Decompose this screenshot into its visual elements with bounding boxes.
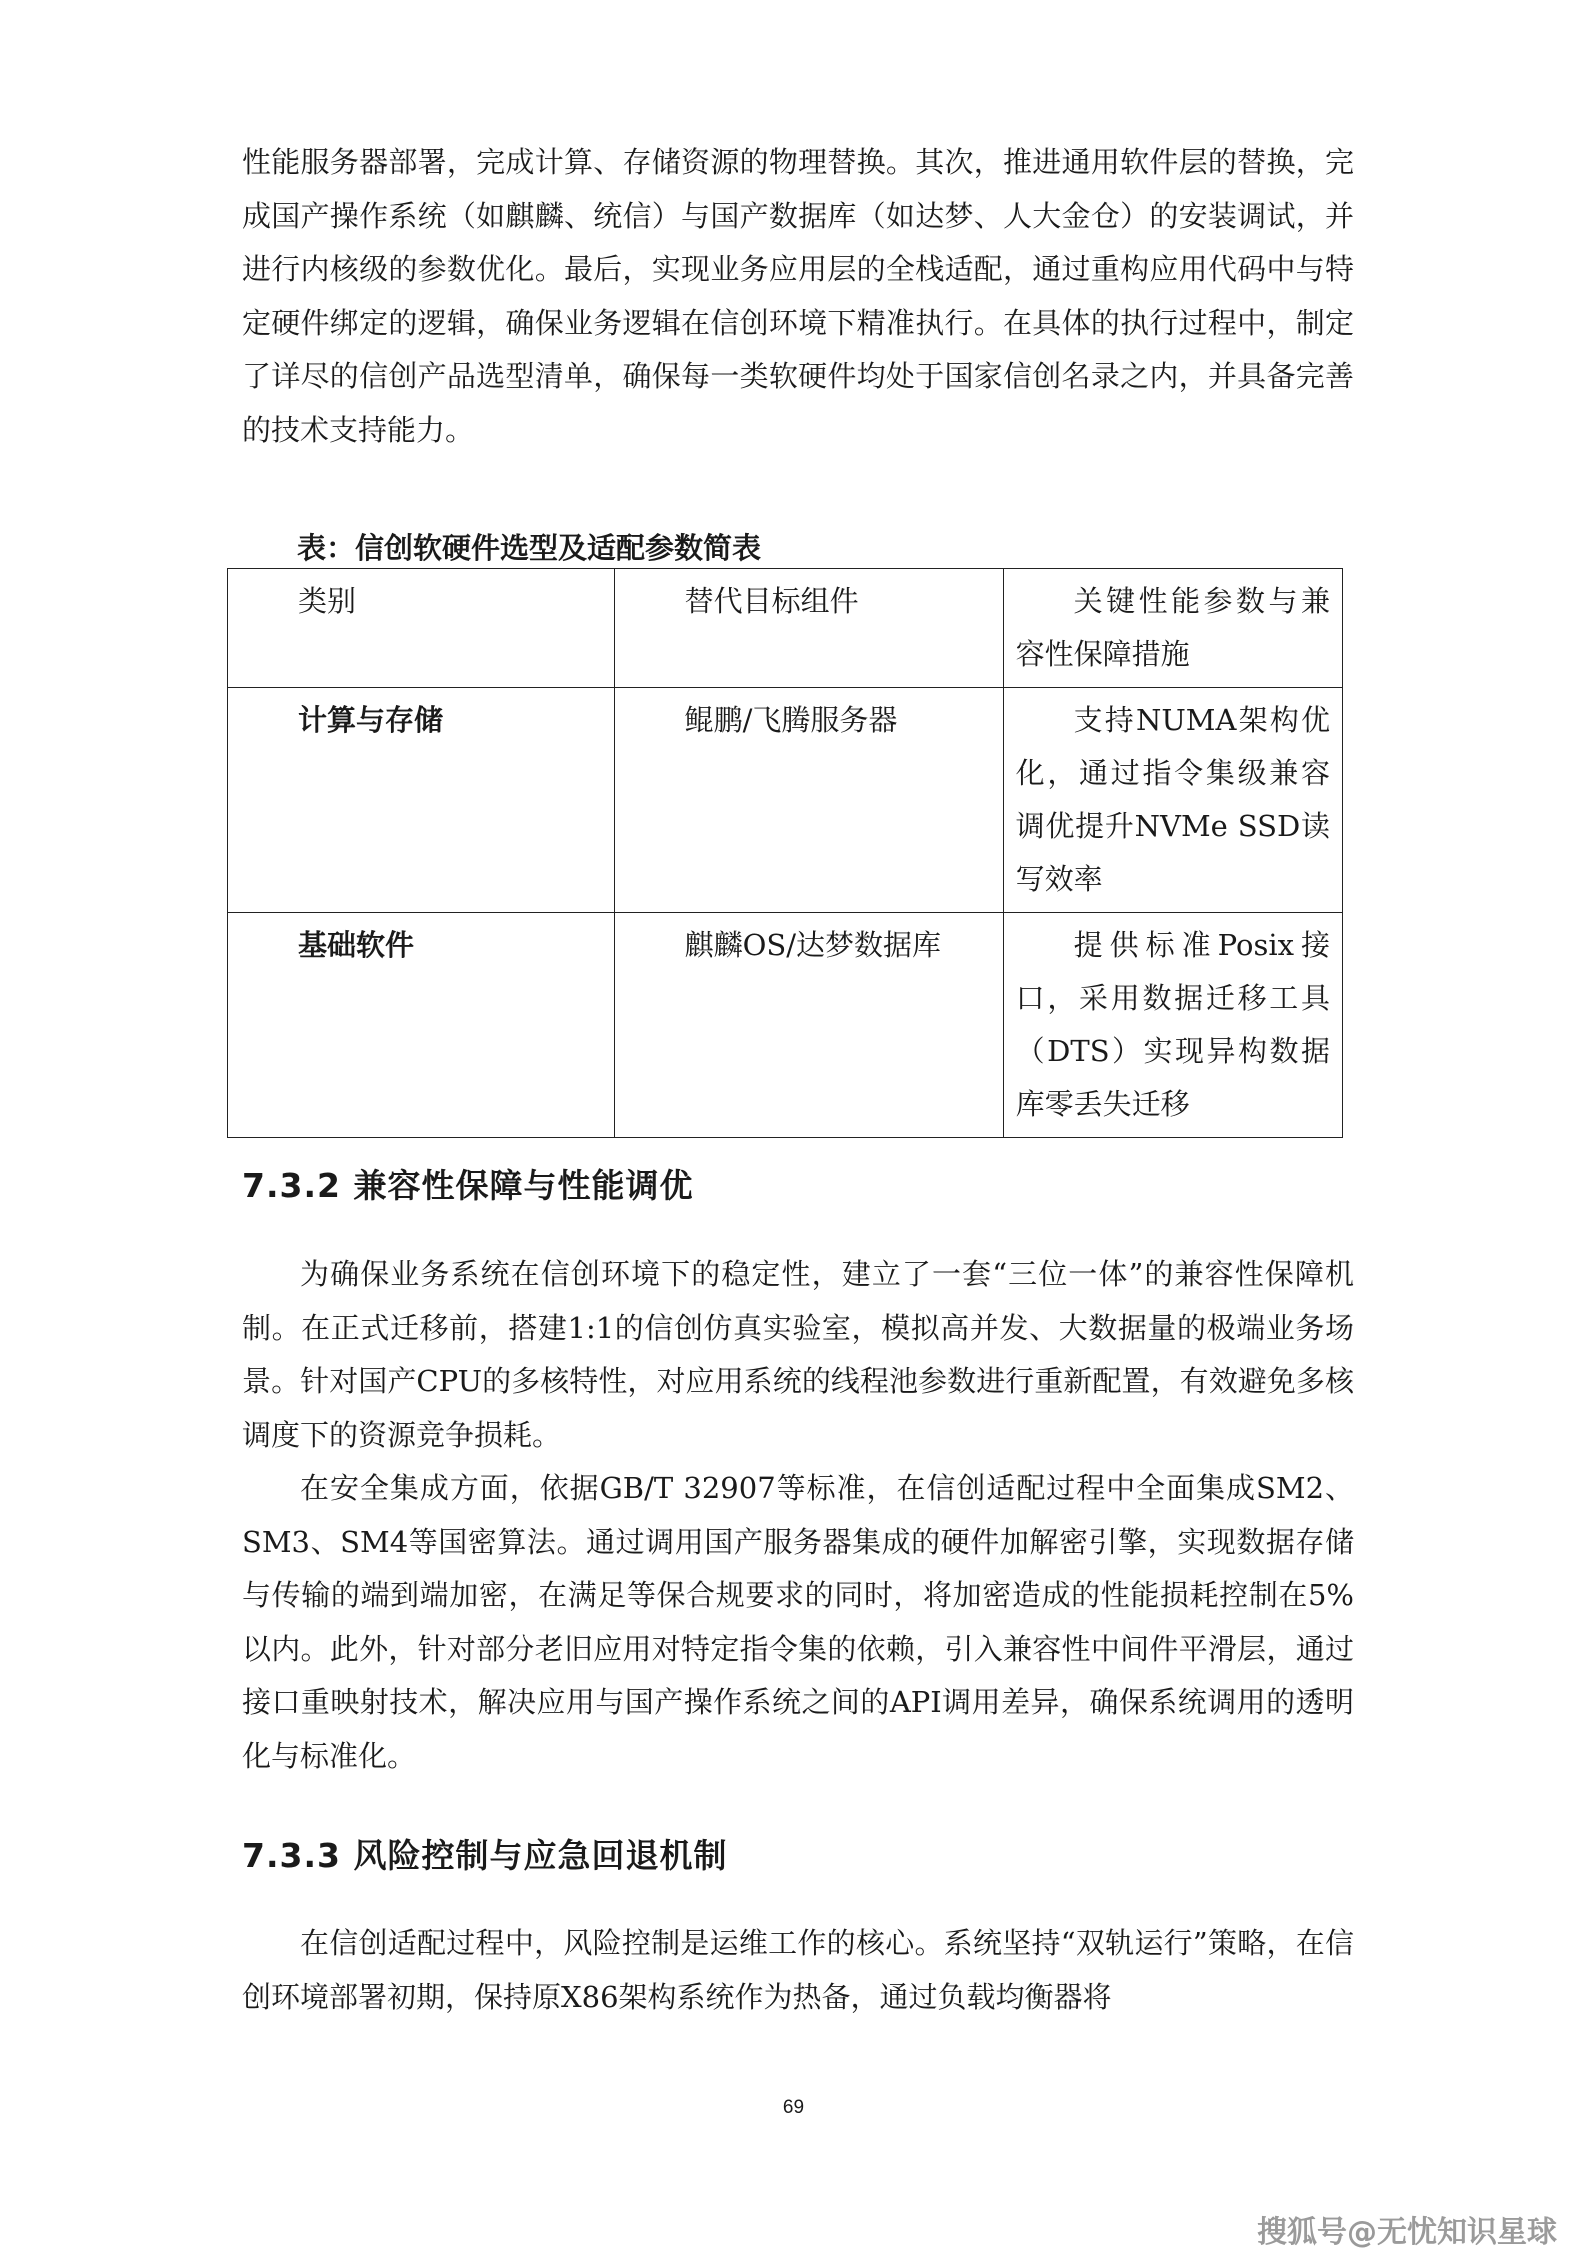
section-7-3-3-paragraph-1: 在信创适配过程中，风险控制是运维工作的核心。系统坚持“双轨运行”策略，在信创环境部署初期，保持原X86架构系统作为热备，通过负载均衡器将: [242, 1926, 1354, 2014]
watermark: 搜狐号@无忧知识星球: [1257, 2215, 1557, 2250]
row-component: 鲲鹏/飞腾服务器: [614, 688, 1003, 913]
intro-paragraph: 性能服务器部署，完成计算、存储资源的物理替换。其次，推进通用软件层的替换，完成国产操作系统（如麒麟、统信）与国产数据库（如达梦、人大金仓）的安装调试，并进行内核级的参数优化。最后，实现业务应用层的全栈适配，通过重构应用代码中与特定硬件绑定的逻辑，确保业务逻辑在信创环境下精准执行。在具体的执行过程中，制定了详尽的信创产品选型清单，确保每一类软硬件均处于国家信创名录之内，并具备完善的技术支持能力。: [242, 145, 1354, 447]
row-category: 计算与存储: [228, 688, 615, 913]
header-component: 替代目标组件: [614, 569, 1003, 688]
row-measures-text: 提供标准Posix接口，采用数据迁移工具（DTS）实现异构数据库零丢失迁移: [1015, 928, 1330, 1121]
row-measures: [1003, 913, 1342, 1138]
table-row: [228, 913, 1343, 1138]
row-component: 麒麟OS/达梦数据库: [614, 913, 1003, 1138]
row-category: 基础软件: [228, 913, 615, 1138]
row-measures: [1003, 688, 1342, 913]
row-measures-text: 支持NUMA架构优化，通过指令集级兼容调优提升NVMe SSD读写效率: [1015, 703, 1330, 896]
header-category: 类别: [228, 569, 615, 688]
section-7-3-2-paragraph-1: 为确保业务系统在信创环境下的稳定性，建立了一套“三位一体”的兼容性保障机制。在正式迁移前，搭建1:1的信创仿真实验室，模拟高并发、大数据量的极端业务场景。针对国产CPU的多核特性，对应用系统的线程池参数进行重新配置，有效避免多核调度下的资源竞争损耗。: [242, 1257, 1354, 1452]
spec-table: [227, 568, 1343, 1138]
section-7-3-2-paragraph-2: 在安全集成方面，依据GB/T 32907等标准，在信创适配过程中全面集成SM2、SM3、SM4等国密算法。通过调用国产服务器集成的硬件加解密引擎，实现数据存储与传输的端到端加密，在满足等保合规要求的同时，将加密造成的性能损耗控制在5%以内。此外，针对部分老旧应用对特定指令集的依赖，引入兼容性中间件平滑层，通过接口重映射技术，解决应用与国产操作系统之间的API调用差异，确保系统调用的透明化与标准化。: [242, 1471, 1354, 1773]
section-heading-7-3-3: 7.3.3 风险控制与应急回退机制: [242, 1836, 728, 1875]
table-caption: 表：信创软硬件选型及适配参数简表: [297, 531, 762, 565]
header-measures-text: 关键性能参数与兼容性保障措施: [1015, 584, 1330, 671]
table-header-row: [228, 569, 1343, 688]
table-row: [228, 688, 1343, 913]
page-number: 69: [782, 2097, 805, 2118]
section-heading-7-3-2: 7.3.2 兼容性保障与性能调优: [242, 1166, 694, 1205]
header-measures: [1003, 569, 1342, 688]
